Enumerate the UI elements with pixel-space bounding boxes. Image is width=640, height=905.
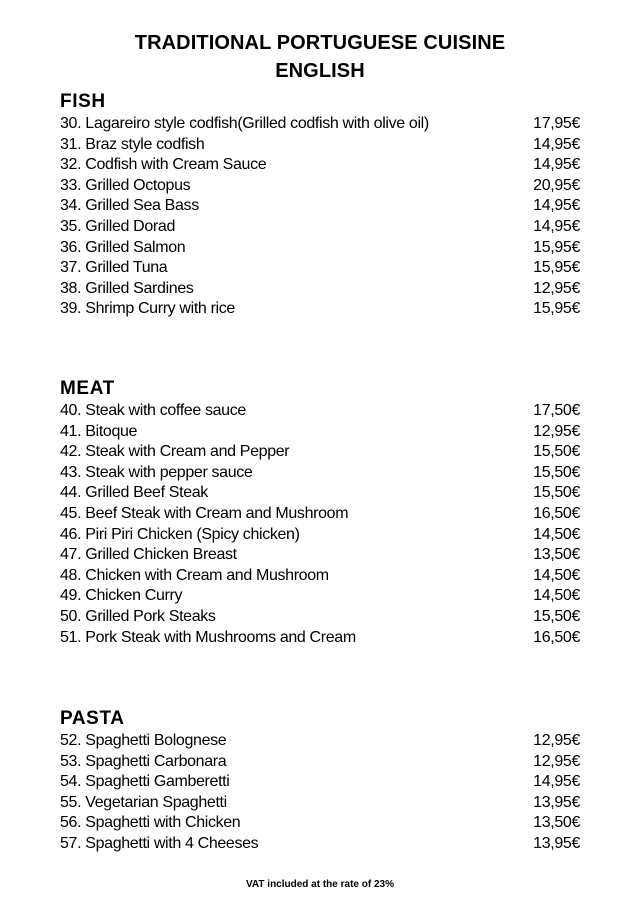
menu-item-price: 15,50€ [533, 484, 580, 502]
menu-item [60, 299, 580, 320]
pasta-section [60, 707, 580, 855]
fish-section [60, 90, 580, 320]
menu-item-price: 13,50€ [533, 546, 580, 564]
menu-item-price: 15,95€ [533, 238, 580, 256]
menu-item-price: 12,95€ [533, 732, 580, 749]
menu-item [60, 628, 580, 649]
language-subtitle: ENGLISH [275, 60, 365, 82]
menu-item [60, 217, 580, 238]
menu-item [60, 752, 580, 773]
menu-item-price: 14,95€ [533, 773, 580, 791]
menu-item-price: 14,95€ [533, 217, 580, 235]
menu-item-name: 48. Chicken with Cream and Mushroom [60, 566, 329, 584]
section-title-meat: MEAT [60, 378, 115, 399]
menu-item-name: 33. Grilled Octopus [60, 176, 191, 194]
menu-item-price: 14,95€ [533, 156, 580, 174]
menu-item [60, 834, 580, 855]
menu-item-price: 12,95€ [533, 752, 580, 770]
menu-item [60, 463, 580, 484]
fish-items [60, 114, 580, 320]
menu-item-price: 17,50€ [533, 402, 580, 419]
menu-item-name: 36. Grilled Salmon [60, 238, 186, 256]
menu-item-name: 40. Steak with coffee sauce [60, 402, 246, 419]
menu-item-name: 54. Spaghetti Gamberetti [60, 773, 230, 791]
menu-item-price: 15,50€ [533, 443, 580, 461]
menu-item-name: 42. Steak with Cream and Pepper [60, 443, 290, 461]
menu-item-price: 16,50€ [533, 628, 580, 646]
menu-item-name: 43. Steak with pepper sauce [60, 463, 253, 481]
menu-item-price: 15,95€ [533, 259, 580, 277]
menu-item [60, 401, 580, 422]
menu-item [60, 813, 580, 834]
menu-item-name: 49. Chicken Curry [60, 587, 183, 605]
page-title: TRADITIONAL PORTUGUESE CUISINE [134, 32, 506, 54]
menu-item-price: 14,50€ [533, 587, 580, 605]
menu-item-price: 17,95€ [533, 115, 580, 132]
menu-item-price: 15,50€ [533, 463, 580, 481]
menu-item [60, 114, 580, 135]
menu-item-name: 52. Spaghetti Bolognese [60, 732, 227, 749]
menu-item-price: 15,95€ [533, 300, 580, 318]
menu-item-price: 14,95€ [533, 135, 580, 153]
menu-item-price: 20,95€ [533, 176, 580, 194]
menu-item [60, 607, 580, 628]
menu-item-name: 35. Grilled Dorad [60, 217, 175, 235]
menu-item-price: 13,95€ [533, 793, 580, 811]
menu-item-price: 13,50€ [533, 814, 580, 832]
menu-item [60, 525, 580, 546]
menu-item-name: 57. Spaghetti with 4 Cheeses [60, 834, 259, 852]
menu-item-name: 53. Spaghetti Carbonara [60, 752, 227, 770]
menu-item-name: 39. Shrimp Curry with rice [60, 300, 235, 318]
menu-item [60, 586, 580, 607]
pasta-items [60, 731, 580, 855]
menu-item-price: 16,50€ [533, 504, 580, 522]
menu-item-price: 13,95€ [533, 834, 580, 852]
menu-item [60, 196, 580, 217]
menu-item-name: 44. Grilled Beef Steak [60, 484, 208, 502]
menu-item-price: 12,95€ [533, 279, 580, 297]
menu-item-name: 51. Pork Steak with Mushrooms and Cream [60, 628, 356, 646]
menu-item [60, 422, 580, 443]
menu-item-name: 31. Braz style codfish [60, 135, 205, 153]
menu-item [60, 155, 580, 176]
menu-item-name: 50. Grilled Pork Steaks [60, 607, 216, 625]
menu-item [60, 483, 580, 504]
menu-item-name: 32. Codfish with Cream Sauce [60, 156, 267, 174]
meat-items [60, 401, 580, 648]
menu-item [60, 793, 580, 814]
menu-item-name: 45. Beef Steak with Cream and Mushroom [60, 504, 349, 522]
menu-item-name: 38. Grilled Sardines [60, 279, 194, 297]
menu-item-price: 12,95€ [533, 422, 580, 440]
menu-item [60, 504, 580, 525]
section-title-fish: FISH [60, 91, 106, 112]
menu-item-name: 47. Grilled Chicken Breast [60, 546, 237, 564]
menu-item [60, 279, 580, 300]
menu-item-name: 30. Lagareiro style codfish(Grilled codfish with olive oil) [60, 115, 429, 132]
menu-item [60, 772, 580, 793]
menu-item [60, 176, 580, 197]
menu-item-price: 14,50€ [533, 566, 580, 584]
menu-item-name: 46. Piri Piri Chicken (Spicy chicken) [60, 525, 300, 543]
menu-item-name: 41. Bitoque [60, 422, 138, 440]
menu-item-name: 55. Vegetarian Spaghetti [60, 793, 227, 811]
menu-item [60, 731, 580, 752]
menu-item-name: 37. Grilled Tuna [60, 259, 168, 277]
menu-item-price: 14,50€ [533, 525, 580, 543]
section-title-pasta: PASTA [60, 708, 125, 729]
menu-item-name: 56. Spaghetti with Chicken [60, 814, 241, 832]
menu-item [60, 135, 580, 156]
menu-item [60, 545, 580, 566]
menu-item [60, 442, 580, 463]
meat-section [60, 377, 580, 648]
menu-item-name: 34. Grilled Sea Bass [60, 197, 199, 215]
menu-item-price: 15,50€ [533, 607, 580, 625]
vat-note: VAT included at the rate of 23% [246, 879, 394, 890]
menu-item-price: 14,95€ [533, 197, 580, 215]
menu-item [60, 238, 580, 259]
menu-item [60, 258, 580, 279]
menu-item [60, 566, 580, 587]
